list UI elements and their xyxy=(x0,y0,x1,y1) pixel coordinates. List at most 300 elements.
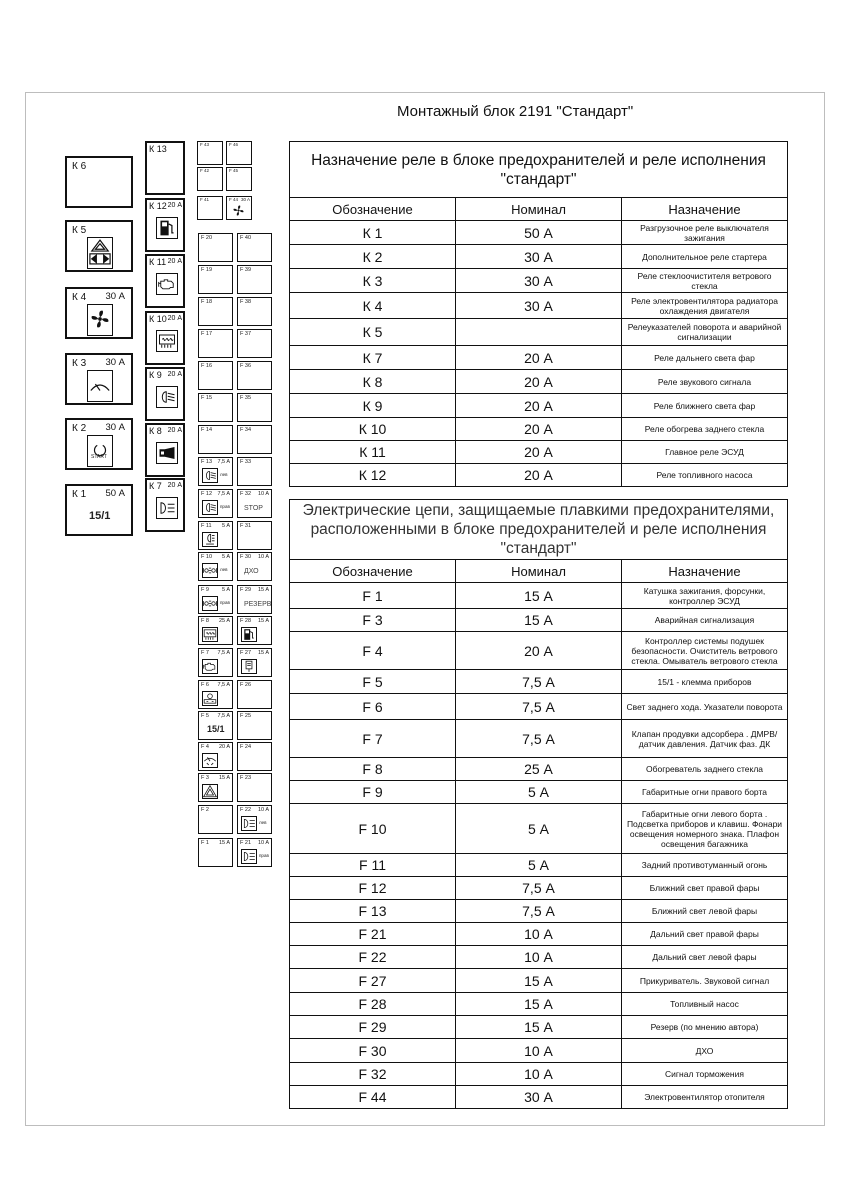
purpose-cell: Дальний свет левой фары xyxy=(622,946,788,969)
fuse-rating: 5 A xyxy=(222,554,230,560)
relay-label: К 11 xyxy=(149,257,167,267)
fuse-slot xyxy=(197,141,223,165)
relay-label: К 10 xyxy=(149,314,167,324)
table-row xyxy=(290,632,788,670)
parking-icon xyxy=(203,564,217,577)
fuse-rating: 7,5 A xyxy=(217,713,230,719)
fuse-rating: 30 A xyxy=(240,197,250,202)
designation-cell: F 3 xyxy=(290,609,456,632)
rating-cell: 7,5 А xyxy=(456,694,622,720)
relay-col-purpose: Назначение xyxy=(622,198,788,221)
fuse-slot xyxy=(237,297,272,326)
fuse-rating: 15 A xyxy=(257,587,269,593)
fuse-label: F 10 xyxy=(201,554,213,560)
table-row xyxy=(290,346,788,370)
fuse-rating: 15 A xyxy=(218,775,230,781)
fuse-label: F 6 xyxy=(201,682,209,688)
purpose-cell: Клапан продувки адсорбера . ДМРВ/датчик давления. Датчик фаз. ДК xyxy=(622,720,788,758)
purpose-cell: Релеуказателей поворота и аварийной сигнализации xyxy=(622,319,788,346)
purpose-cell: Резерв (по мнению автора) xyxy=(622,1016,788,1039)
fuse-slot xyxy=(237,329,272,358)
fuse-label: F 41 xyxy=(200,197,210,202)
designation-cell: F 1 xyxy=(290,583,456,609)
fuse-label: F 20 xyxy=(201,235,213,241)
fuse-label: F 12 xyxy=(201,491,213,497)
relay-block xyxy=(145,423,185,477)
relay-rating: 20 А xyxy=(167,258,182,265)
fuse-rating: 5 A xyxy=(222,587,230,593)
fuse-col-designation: Обозначение xyxy=(290,560,456,583)
fuse-slot xyxy=(237,552,272,581)
relay-label: К 9 xyxy=(149,370,162,380)
designation-cell: К 11 xyxy=(290,441,456,464)
wiper-icon xyxy=(89,372,111,398)
table-row xyxy=(290,1086,788,1109)
purpose-cell: Контроллер системы подушек безопасности. Очиститель ветрового стекла. Омыватель ветрового стекла xyxy=(622,632,788,670)
designation-cell: К 7 xyxy=(290,346,456,370)
table-row xyxy=(290,293,788,319)
purpose-cell: Дополнительное реле стартера xyxy=(622,245,788,269)
purpose-cell: Разгрузочное реле выключателя зажигания xyxy=(622,221,788,245)
fuse-slot xyxy=(198,425,233,454)
fuse-label: F 23 xyxy=(240,775,252,781)
fuse-label: F 4 xyxy=(201,744,209,750)
fuse-label: F 45 xyxy=(229,168,239,173)
fuse-slot xyxy=(237,805,272,834)
designation-cell: F 28 xyxy=(290,993,456,1016)
purpose-cell: Реле стеклоочистителя ветрового стекла xyxy=(622,269,788,293)
rating-cell: 7,5 А xyxy=(456,670,622,694)
rating-cell: 7,5 А xyxy=(456,877,622,900)
fuse-slot xyxy=(237,838,272,867)
fuse-label: F 9 xyxy=(201,587,209,593)
fuse-text: прав xyxy=(220,600,230,605)
fuse-slot xyxy=(197,196,223,220)
rating-cell: 7,5 А xyxy=(456,900,622,923)
table-row xyxy=(290,969,788,993)
fuse-label: F 3 xyxy=(201,775,209,781)
fuse-slot xyxy=(198,585,233,614)
designation-cell: F 44 xyxy=(290,1086,456,1109)
fuse-label: F 15 xyxy=(201,395,213,401)
relay-block xyxy=(65,220,133,272)
fuse-slot xyxy=(198,552,233,581)
fuse-label: F 19 xyxy=(201,267,213,273)
fuse-rating: 10 A xyxy=(257,491,269,497)
rating-cell: 10 А xyxy=(456,923,622,946)
engine-icon xyxy=(158,275,176,293)
table-row xyxy=(290,221,788,245)
purpose-cell: Реле ближнего света фар xyxy=(622,394,788,418)
fuse-label: F 30 xyxy=(240,554,252,560)
relay-label: К 2 xyxy=(72,423,87,434)
rating-cell: 30 А xyxy=(456,269,622,293)
relay-rating: 20 А xyxy=(167,315,182,322)
purpose-cell: ДХО xyxy=(622,1039,788,1063)
purpose-cell: Реле обогрева заднего стекла xyxy=(622,418,788,441)
table-row xyxy=(290,583,788,609)
fuse-label: F 5 xyxy=(201,713,209,719)
high-beam-icon xyxy=(242,817,256,830)
purpose-cell: Электровентилятор отопителя xyxy=(622,1086,788,1109)
relay-block xyxy=(145,478,185,532)
page-title: Монтажный блок 2191 "Стандарт" xyxy=(397,103,634,120)
fuse-slot xyxy=(198,297,233,326)
fuse-label: F 7 xyxy=(201,650,209,656)
fuse-label: F 21 xyxy=(240,840,252,846)
purpose-cell: Прикуриватель. Звуковой сигнал xyxy=(622,969,788,993)
low-beam-icon xyxy=(203,501,217,514)
relay-label: К 8 xyxy=(149,426,162,436)
rating-cell: 15 А xyxy=(456,1016,622,1039)
relay-block xyxy=(145,367,185,421)
table-row xyxy=(290,804,788,854)
fuse-slot xyxy=(198,361,233,390)
fuse-label: F 26 xyxy=(240,682,252,688)
fuse-slot xyxy=(198,265,233,294)
fuse-label: F 35 xyxy=(240,395,252,401)
relay-label: К 3 xyxy=(72,358,87,369)
reverse-icon xyxy=(203,692,217,705)
wiper-pump-icon xyxy=(203,754,217,767)
rating-cell: 20 А xyxy=(456,394,622,418)
horn-icon xyxy=(158,444,176,462)
fuse-label: F 39 xyxy=(240,267,252,273)
fuse-label: F 28 xyxy=(240,618,252,624)
purpose-cell: Аварийная сигнализация xyxy=(622,609,788,632)
fuse-text: лев xyxy=(220,472,228,477)
fuse-rating: 20 A xyxy=(218,744,230,750)
rating-cell: 10 А xyxy=(456,1039,622,1063)
rating-cell: 15 А xyxy=(456,993,622,1016)
fuse-slot xyxy=(198,616,233,645)
purpose-cell: Реле электровентилятора радиатора охлаждения двигателя xyxy=(622,293,788,319)
table-row xyxy=(290,319,788,346)
relay-block xyxy=(65,484,133,536)
fuse-label: F 1 xyxy=(201,840,209,846)
fuse-label: F 36 xyxy=(240,363,252,369)
fuse-rating: 10 A xyxy=(257,840,269,846)
fuse-slot xyxy=(237,393,272,422)
designation-cell: К 5 xyxy=(290,319,456,346)
fuse-slot xyxy=(237,711,272,740)
rating-cell: 20 А xyxy=(456,370,622,394)
relay-block xyxy=(145,198,185,252)
fan-icon xyxy=(89,306,111,332)
relay-table xyxy=(289,141,788,487)
fuse-label: F 42 xyxy=(200,168,210,173)
rating-cell: 20 А xyxy=(456,632,622,670)
purpose-cell: Реле дальнего света фар xyxy=(622,346,788,370)
rating-cell: 50 А xyxy=(456,221,622,245)
designation-cell: F 4 xyxy=(290,632,456,670)
relay-block xyxy=(65,287,133,339)
rating-cell: 5 А xyxy=(456,781,622,804)
rating-cell: 5 А xyxy=(456,804,622,854)
rating-cell: 20 А xyxy=(456,464,622,487)
fuse-rating: 7,5 A xyxy=(217,459,230,465)
rating-cell: 30 А xyxy=(456,293,622,319)
relay-label: К 12 xyxy=(149,201,167,211)
designation-cell: К 8 xyxy=(290,370,456,394)
fuse-slot xyxy=(237,521,272,550)
relay-rating: 20 А xyxy=(167,202,182,209)
designation-cell: К 2 xyxy=(290,245,456,269)
rating-cell: 15 А xyxy=(456,583,622,609)
table-row xyxy=(290,946,788,969)
fuse-label: F 25 xyxy=(240,713,252,719)
designation-cell: F 22 xyxy=(290,946,456,969)
designation-cell: F 5 xyxy=(290,670,456,694)
table-row xyxy=(290,1063,788,1086)
relay-label: К 1 xyxy=(72,489,87,500)
rear-defrost-icon xyxy=(158,332,176,350)
relay-rating: 20 А xyxy=(167,427,182,434)
fuse-slot xyxy=(237,489,272,518)
designation-cell: К 10 xyxy=(290,418,456,441)
purpose-cell: Обогреватель заднего стекла xyxy=(622,758,788,781)
lighter-icon xyxy=(242,660,256,673)
relay-col-rating: Номинал xyxy=(456,198,622,221)
low-beam-icon xyxy=(158,388,176,406)
fuse-slot xyxy=(198,838,233,867)
fuse-slot xyxy=(197,167,223,191)
fuse-slot xyxy=(237,233,272,262)
purpose-cell: 15/1 - клемма приборов xyxy=(622,670,788,694)
fuse-slot xyxy=(237,616,272,645)
relay-rating: 30 А xyxy=(105,357,125,368)
fuse-slot xyxy=(237,585,272,614)
designation-cell: F 9 xyxy=(290,781,456,804)
fuse-slot xyxy=(226,196,252,220)
rating-cell: 30 А xyxy=(456,1086,622,1109)
fuse-slot xyxy=(198,457,233,486)
purpose-cell: Габаритные огни правого борта xyxy=(622,781,788,804)
table-row xyxy=(290,269,788,293)
relay-label: К 4 xyxy=(72,292,87,303)
fuse-slot xyxy=(226,167,252,191)
table-row xyxy=(290,670,788,694)
table-row xyxy=(290,720,788,758)
relay-rating: 30 А xyxy=(105,422,125,433)
fuse-text: лев xyxy=(220,567,228,572)
fuse-label: F 18 xyxy=(201,299,213,305)
rating-cell: 20 А xyxy=(456,346,622,370)
relay-block xyxy=(65,418,133,470)
fuse-label: F 17 xyxy=(201,331,213,337)
table-row xyxy=(290,758,788,781)
fuse-rating: 7,5 A xyxy=(217,650,230,656)
table-row xyxy=(290,394,788,418)
fuse-label: F 29 xyxy=(240,587,252,593)
rating-cell: 10 А xyxy=(456,946,622,969)
fuse-slot xyxy=(237,648,272,677)
fuse-label: F 14 xyxy=(201,427,213,433)
designation-cell: F 29 xyxy=(290,1016,456,1039)
hazard-icon xyxy=(203,785,217,798)
designation-cell: F 7 xyxy=(290,720,456,758)
fuse-rating: 10 A xyxy=(257,554,269,560)
fuse-slot xyxy=(198,711,233,740)
relay-block xyxy=(65,156,133,208)
fan-icon xyxy=(232,204,245,217)
purpose-cell: Задний противотуманный огонь xyxy=(622,854,788,877)
rating-cell: 25 А xyxy=(456,758,622,781)
fuse-label: F 34 xyxy=(240,427,252,433)
table-row xyxy=(290,877,788,900)
fog-icon xyxy=(203,533,217,546)
hazard-turn-icon xyxy=(89,239,111,265)
designation-cell: F 11 xyxy=(290,854,456,877)
fuse-text: ДХО xyxy=(244,568,259,575)
purpose-cell: Сигнал торможения xyxy=(622,1063,788,1086)
designation-cell: F 21 xyxy=(290,923,456,946)
purpose-cell: Реле звукового сигнала xyxy=(622,370,788,394)
rating-cell: 7,5 А xyxy=(456,720,622,758)
engine-icon xyxy=(203,660,217,673)
fuse-slot xyxy=(237,680,272,709)
designation-cell: К 9 xyxy=(290,394,456,418)
designation-cell: К 4 xyxy=(290,293,456,319)
fuse-rating: 15 A xyxy=(257,618,269,624)
fuse-col-rating: Номинал xyxy=(456,560,622,583)
purpose-cell: Катушка зажигания, форсунки, контроллер ЭСУД xyxy=(622,583,788,609)
fuse-rating: 7,5 A xyxy=(217,682,230,688)
fuse-slot xyxy=(237,773,272,802)
designation-cell: F 6 xyxy=(290,694,456,720)
table-row xyxy=(290,464,788,487)
fuel-icon xyxy=(158,219,176,237)
relay-rating: 50 А xyxy=(105,488,125,499)
table-row xyxy=(290,781,788,804)
relay-label: К 6 xyxy=(72,161,87,172)
designation-cell: К 1 xyxy=(290,221,456,245)
designation-cell: F 10 xyxy=(290,804,456,854)
relay-table-title: Назначение реле в блоке предохранителей и реле исполнения "стандарт" xyxy=(290,142,788,198)
high-beam-icon xyxy=(242,850,256,863)
low-beam-icon xyxy=(203,469,217,482)
fuse-col-purpose: Назначение xyxy=(622,560,788,583)
table-row xyxy=(290,923,788,946)
relay-rating: 20 А xyxy=(167,371,182,378)
rating-cell: 20 А xyxy=(456,418,622,441)
fuse-slot xyxy=(198,648,233,677)
fuse-slot xyxy=(226,141,252,165)
fuse-label: F 43 xyxy=(200,142,210,147)
table-row xyxy=(290,694,788,720)
table-row xyxy=(290,1016,788,1039)
fuse-slot xyxy=(198,329,233,358)
fuel-icon xyxy=(242,628,256,641)
relay-block xyxy=(145,141,185,195)
fuse-slot xyxy=(198,680,233,709)
relay-col-designation: Обозначение xyxy=(290,198,456,221)
relay-block xyxy=(145,311,185,365)
designation-cell: F 30 xyxy=(290,1039,456,1063)
fuse-text: лев xyxy=(259,820,267,825)
fuse-label: F 46 xyxy=(229,142,239,147)
fuse-rating: 5 A xyxy=(222,523,230,529)
rating-cell: 15 А xyxy=(456,609,622,632)
relay-rating: 20 А xyxy=(167,482,182,489)
fuse-slot xyxy=(198,773,233,802)
fuse-label: F 16 xyxy=(201,363,213,369)
rating-cell: 20 А xyxy=(456,441,622,464)
fuse-slot xyxy=(237,742,272,771)
table-row xyxy=(290,1039,788,1063)
table-row xyxy=(290,245,788,269)
fuse-rating: 7,5 A xyxy=(217,491,230,497)
fuse-label: F 11 xyxy=(201,523,212,529)
relay-label: К 7 xyxy=(149,481,162,491)
fuse-label: F 40 xyxy=(240,235,252,241)
purpose-cell: Ближний свет правой фары xyxy=(622,877,788,900)
rating-cell xyxy=(456,319,622,346)
high-beam-icon xyxy=(158,499,176,517)
relay-text: 15/1 xyxy=(89,510,111,522)
designation-cell: F 27 xyxy=(290,969,456,993)
fuse-table-title: Электрические цепи, защищаемые плавкими предохранителями, расположенными в блоке предохранителей и реле исполнения "стандарт" xyxy=(290,500,788,560)
purpose-cell: Свет заднего хода. Указатели поворота xyxy=(622,694,788,720)
designation-cell: F 13 xyxy=(290,900,456,923)
fuse-label: F 24 xyxy=(240,744,252,750)
relay-text: START xyxy=(91,454,107,460)
fuse-slot xyxy=(237,361,272,390)
fuse-rating: 10 A xyxy=(257,807,269,813)
fuse-label: F 33 xyxy=(240,459,252,465)
fuse-label: F 8 xyxy=(201,618,209,624)
fuse-slot xyxy=(198,521,233,550)
fuse-label: F 13 xyxy=(201,459,213,465)
designation-cell: К 12 xyxy=(290,464,456,487)
fuse-label: F 22 xyxy=(240,807,252,813)
relay-label: К 13 xyxy=(149,144,167,154)
purpose-cell: Ближний свет левой фары xyxy=(622,900,788,923)
relay-block xyxy=(65,353,133,405)
fuse-text: 15/1 xyxy=(207,724,225,734)
fuse-slot xyxy=(198,742,233,771)
fuse-text: прав xyxy=(220,504,230,509)
fuse-label: F 31 xyxy=(240,523,252,529)
fuse-text: РЕЗЕРВ xyxy=(244,601,272,608)
table-row xyxy=(290,441,788,464)
fuse-label: F 2 xyxy=(201,807,209,813)
fuse-slot xyxy=(237,425,272,454)
purpose-cell: Топливный насос xyxy=(622,993,788,1016)
relay-block xyxy=(145,254,185,308)
rear-defrost-icon xyxy=(203,628,217,641)
designation-cell: F 32 xyxy=(290,1063,456,1086)
designation-cell: F 8 xyxy=(290,758,456,781)
fuse-rating: 25 A xyxy=(218,618,230,624)
fuse-text: STOP xyxy=(244,505,263,512)
fuse-slot xyxy=(198,233,233,262)
fuse-slot xyxy=(198,393,233,422)
fuse-table xyxy=(289,499,788,1109)
rating-cell: 30 А xyxy=(456,245,622,269)
purpose-cell: Главное реле ЭСУД xyxy=(622,441,788,464)
fuse-label: F 38 xyxy=(240,299,252,305)
fuse-label: F 32 xyxy=(240,491,252,497)
table-row xyxy=(290,900,788,923)
fuse-text: прав xyxy=(259,853,269,858)
relay-label: К 5 xyxy=(72,225,87,236)
fuse-label: F 37 xyxy=(240,331,252,337)
purpose-cell: Габаритные огни левого борта . Подсветка приборов и клавиш. Фонари освещения номерного знака. Плафон освещения багажника xyxy=(622,804,788,854)
designation-cell: К 3 xyxy=(290,269,456,293)
fuse-slot xyxy=(237,265,272,294)
rating-cell: 5 А xyxy=(456,854,622,877)
